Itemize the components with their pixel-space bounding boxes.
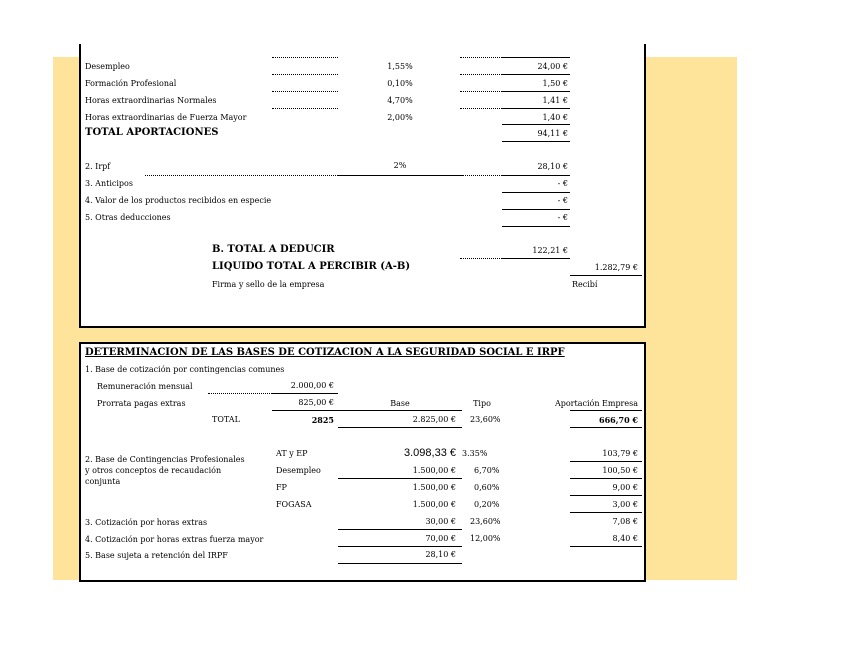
separator xyxy=(570,461,642,462)
total-deducir-label: B. TOTAL A DEDUCIR xyxy=(212,244,335,255)
horas-fuerza-mayor-label: Horas extraordinarias de Fuerza Mayor xyxy=(85,113,247,122)
separator xyxy=(502,108,570,109)
otras-deducciones-label: 5. Otras deducciones xyxy=(85,213,171,222)
anticipos-amount: - € xyxy=(557,179,568,188)
separator xyxy=(570,478,642,479)
header-tipo: Tipo xyxy=(473,399,491,408)
separator xyxy=(272,393,338,394)
section5-label: 5. Base sujeta a retención del IRPF xyxy=(85,551,228,560)
otras-deducciones-amount: - € xyxy=(557,213,568,222)
horas-normales-label: Horas extraordinarias Normales xyxy=(85,96,217,105)
formacion-amount: 1,50 € xyxy=(542,79,568,88)
section4-label: 4. Cotización por horas extras fuerza mayor xyxy=(85,535,264,544)
total-base: 2.825,00 € xyxy=(412,415,456,424)
irpf-label: 2. Irpf xyxy=(85,162,111,171)
desempleo-sub-base: 1.500,00 € xyxy=(412,466,456,475)
horas-fuerza-mayor-amount: 1,40 € xyxy=(542,113,568,122)
total-aportacion: 666,70 € xyxy=(599,415,638,425)
separator xyxy=(570,427,642,428)
separator xyxy=(502,209,570,210)
section2-line3: conjunta xyxy=(85,477,121,486)
horas-fuerza-mayor-rate: 2,00% xyxy=(387,113,413,122)
separator xyxy=(570,546,642,547)
fp-base: 1.500,00 € xyxy=(412,483,456,492)
separator xyxy=(502,192,570,193)
section3-label: 3. Cotización por horas extras xyxy=(85,518,208,527)
formacion-rate: 0,10% xyxy=(387,79,413,88)
separator xyxy=(338,427,462,428)
section4-aportacion: 8,40 € xyxy=(612,534,638,543)
at-ep-tipo: 3.35% xyxy=(462,449,488,458)
recibi-label: Recibí xyxy=(572,280,598,289)
especie-amount: - € xyxy=(557,196,568,205)
total-value: 2825 xyxy=(311,415,334,425)
formacion-label: Formación Profesional xyxy=(85,79,177,88)
desempleo-rate: 1,55% xyxy=(387,62,413,71)
separator xyxy=(208,393,272,394)
desempleo-sub-aportacion: 100,50 € xyxy=(602,466,638,475)
separator xyxy=(460,108,502,109)
separator xyxy=(338,546,462,547)
separator xyxy=(338,529,462,530)
separator xyxy=(460,74,502,75)
fogasa-tipo: 0,20% xyxy=(474,500,500,509)
fp-tipo: 0,60% xyxy=(474,483,500,492)
separator xyxy=(570,512,642,513)
fp-label: FP xyxy=(276,483,287,492)
total-deducir-amount: 122,21 € xyxy=(532,246,568,255)
separator xyxy=(502,141,570,142)
at-ep-aportacion: 103,79 € xyxy=(602,449,638,458)
separator xyxy=(460,258,502,259)
separator xyxy=(502,175,570,176)
desempleo-label: Desempleo xyxy=(85,62,130,71)
separator xyxy=(502,74,570,75)
horas-normales-amount: 1,41 € xyxy=(542,96,568,105)
remuneracion-label: Remuneración mensual xyxy=(97,382,193,391)
separator xyxy=(460,57,502,58)
separator xyxy=(502,258,570,259)
separator xyxy=(460,91,502,92)
desempleo-amount: 24,00 € xyxy=(537,62,568,71)
irpf-amount: 28,10 € xyxy=(537,162,568,171)
separator xyxy=(272,91,338,92)
bases-cotizacion-title: DETERMINACION DE LAS BASES DE COTIZACION A LA SEGURIDAD SOCIAL E IRPF xyxy=(85,347,565,358)
fogasa-base: 1.500,00 € xyxy=(412,500,456,509)
remuneracion-amount: 2.000,00 € xyxy=(290,381,334,390)
prorrata-amount: 825,00 € xyxy=(298,398,334,407)
separator xyxy=(338,410,462,411)
section4-base: 70,00 € xyxy=(425,534,456,543)
prorrata-label: Prorrata pagas extras xyxy=(97,399,186,408)
separator xyxy=(462,175,502,176)
section3-aportacion: 7,08 € xyxy=(612,517,638,526)
separator xyxy=(338,478,462,479)
separator xyxy=(502,124,570,125)
header-aportacion: Aportación Empresa xyxy=(554,399,638,408)
separator xyxy=(272,57,338,58)
firma-label: Firma y sello de la empresa xyxy=(212,280,325,289)
fogasa-label: FOGASA xyxy=(276,500,312,509)
separator xyxy=(570,495,642,496)
separator xyxy=(570,275,642,276)
separator xyxy=(338,175,462,176)
separator xyxy=(502,57,570,58)
separator xyxy=(272,108,338,109)
total-aportaciones-amount: 94,11 € xyxy=(537,129,568,138)
total-aportaciones-label: TOTAL APORTACIONES xyxy=(85,127,219,138)
liquido-label: LIQUIDO TOTAL A PERCIBIR (A-B) xyxy=(212,261,411,272)
at-ep-label: AT y EP xyxy=(276,449,308,458)
total-label: TOTAL xyxy=(212,415,240,424)
separator xyxy=(145,175,338,176)
especie-label: 4. Valor de los productos recibidos en especie xyxy=(85,196,272,205)
separator xyxy=(272,410,338,411)
separator xyxy=(502,91,570,92)
desempleo-sub-tipo: 6,70% xyxy=(474,466,500,475)
fp-aportacion: 9,00 € xyxy=(612,483,638,492)
horas-normales-rate: 4,70% xyxy=(387,96,413,105)
section3-tipo: 23,60% xyxy=(470,517,501,526)
desempleo-sub-label: Desempleo xyxy=(276,466,321,475)
anticipos-label: 3. Anticipos xyxy=(85,179,133,188)
section2-line1: 2. Base de Contingencias Profesionales xyxy=(85,455,245,464)
separator xyxy=(272,74,338,75)
separator xyxy=(502,226,570,227)
header-base: Base xyxy=(390,399,410,408)
section1-label: 1. Base de cotización por contingencias comunes xyxy=(85,365,285,374)
total-tipo: 23,60% xyxy=(470,415,501,424)
liquido-amount: 1.282,79 € xyxy=(594,263,638,272)
section5-base: 28,10 € xyxy=(425,550,456,559)
irpf-rate: 2% xyxy=(393,161,407,170)
separator xyxy=(570,410,642,411)
section4-tipo: 12,00% xyxy=(470,534,501,543)
fogasa-aportacion: 3,00 € xyxy=(612,500,638,509)
at-ep-base: 3.098,33 € xyxy=(404,447,456,459)
section3-base: 30,00 € xyxy=(425,517,456,526)
separator xyxy=(338,563,462,564)
section2-line2: y otros conceptos de recaudación xyxy=(85,466,222,475)
